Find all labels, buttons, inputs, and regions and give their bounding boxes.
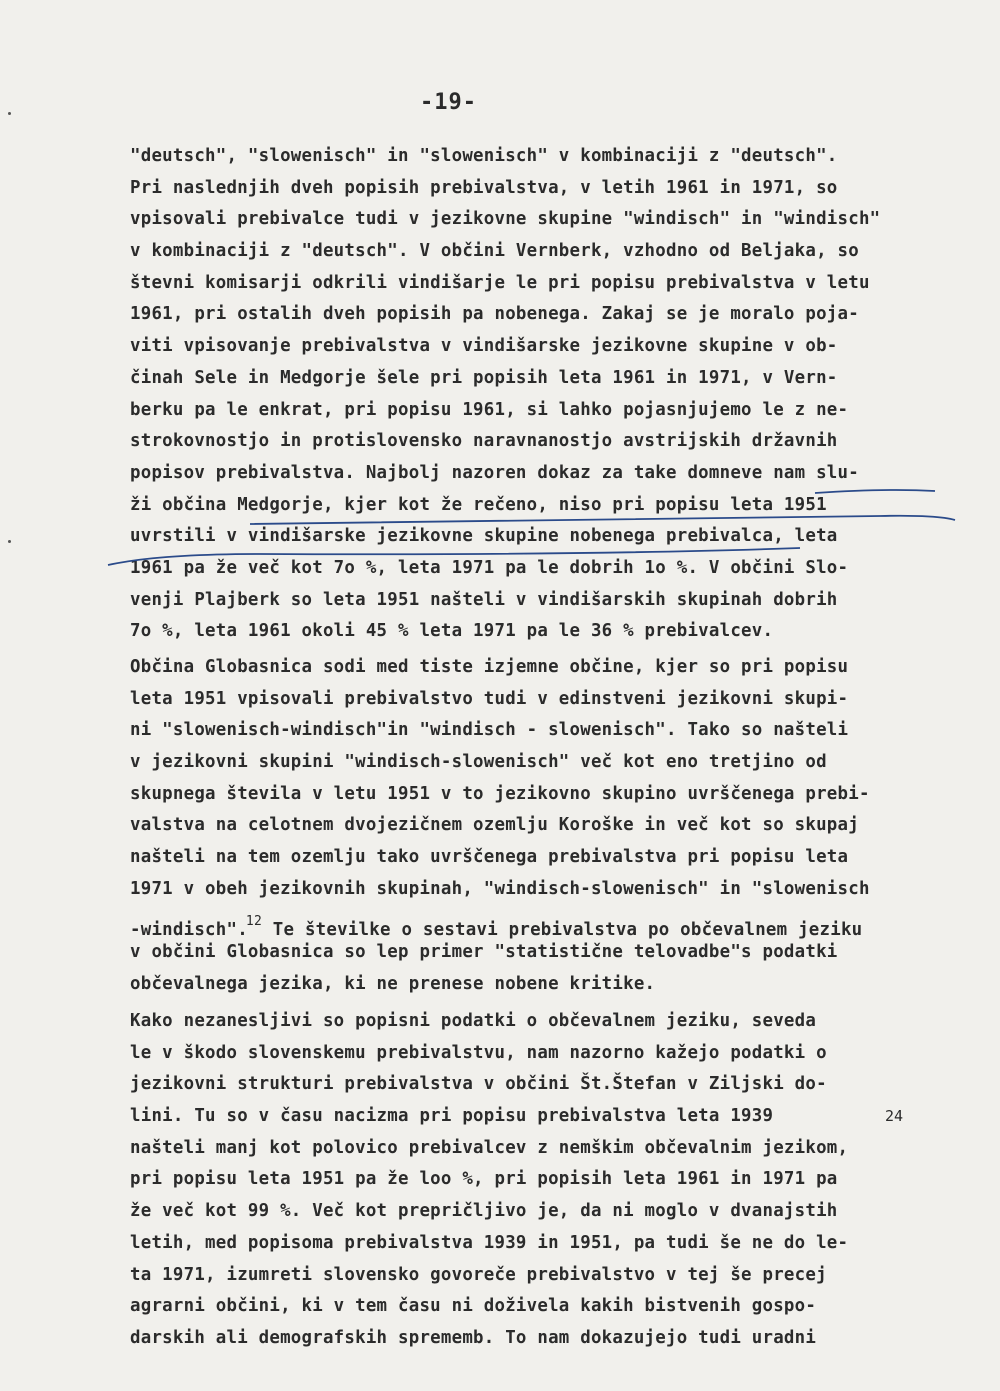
text-line: našteli manj kot polovico prebivalcev z nemškim občevalnim jezikom, <box>130 1137 849 1158</box>
text-segment: Te številke o sestavi prebivalstva po občevalnem jeziku <box>262 919 863 940</box>
text-line: 1961, pri ostalih dveh popisih pa nobenega. Zakaj se je moralo poja- <box>130 304 859 325</box>
text-line: darskih ali demografskih sprememb. To nam dokazujejo tudi uradni <box>130 1327 817 1348</box>
text-line: v kombinaciji z "deutsch". V občini Vernberk, vzhodno od Beljaka, so <box>130 241 859 262</box>
text-line: skupnega števila v letu 1951 v to jezikovno skupino uvrščenega prebi- <box>130 783 870 804</box>
text-line: berku pa le enkrat, pri popisu 1961, si lahko pojasnjujemo le z ne- <box>130 399 849 420</box>
text-line: 1971 v obeh jezikovnih skupinah, "windisch-slowenisch" in "slowenisch <box>130 878 870 899</box>
text-line: strokovnostjo in protislovensko naravnanostjo avstrijskih državnih <box>130 431 838 452</box>
page-number: -19- <box>420 90 477 115</box>
text-line: 7o %, leta 1961 okoli 45 % leta 1971 pa le 36 % prebivalcev. <box>130 621 774 642</box>
text-line: letih, med popisoma prebivalstva 1939 in 1951, pa tudi še ne do le- <box>130 1232 849 1253</box>
text-line: viti vpisovanje prebivalstva v vindišarske jezikovne skupine v ob- <box>130 336 838 357</box>
text-line: ta 1971, izumreti slovensko govoreče prebivalstvo v tej še precej <box>130 1264 827 1285</box>
text-line: 1961 pa že več kot 7o %, leta 1971 pa le dobrih 1o %. V občini Slo- <box>130 557 849 578</box>
text-line: v jezikovni skupini "windisch-slowenisch" več kot eno tretjino od <box>130 752 827 773</box>
text-segment: -windisch". <box>130 919 248 940</box>
text-line: že več kot 99 %. Več kot prepričljivo je, da ni moglo v dvanajstih <box>130 1201 838 1222</box>
text-line: ži občina Medgorje, kjer kot že rečeno, niso pri popisu leta 1951 <box>130 494 827 515</box>
text-line: občevalnega jezika, ki ne prenese nobene kritike. <box>130 973 656 994</box>
text-line: jezikovni strukturi prebivalstva v občini Št.Štefan v Ziljski do- <box>130 1074 827 1095</box>
text-line: lini. Tu so v času nacizma pri popisu prebivalstva leta 1939 <box>130 1106 774 1127</box>
scan-speck <box>8 112 11 115</box>
text-line: venji Plajberk so leta 1951 našteli v vindišarskih skupinah dobrih <box>130 589 838 610</box>
text-line: vpisovali prebivalce tudi v jezikovne skupine "windisch" in "windisch" <box>130 209 881 230</box>
text-line: agrarni občini, ki v tem času ni doživela kakih bistvenih gospo- <box>130 1296 817 1317</box>
text-line: ni "slowenisch-windisch"in "windisch - slowenisch". Tako so našteli <box>130 720 849 741</box>
text-line: Pri naslednjih dveh popisih prebivalstva, v letih 1961 in 1971, so <box>130 177 838 198</box>
text-line: leta 1951 vpisovali prebivalstvo tudi v edinstveni jezikovni skupi- <box>130 688 849 709</box>
text-line: Občina Globasnica sodi med tiste izjemne občine, kjer so pri popisu <box>130 657 849 677</box>
scan-speck <box>8 540 11 543</box>
paragraph-2 <box>130 652 990 1001</box>
text-line: "deutsch", "slowenisch" in "slowenisch" v kombinaciji z "deutsch". <box>130 146 838 166</box>
text-line: popisov prebivalstva. Najbolj nazoren dokaz za take domneve nam slu- <box>130 462 859 483</box>
text-line: v občini Globasnica so lep primer "statistične telovadbe"s podatki <box>130 942 838 963</box>
text-line: le v škodo slovenskemu prebivalstvu, nam nazorno kažejo podatki o <box>130 1042 827 1063</box>
paragraph-3 <box>130 1006 990 1355</box>
footnote-marker: 12 <box>245 913 263 929</box>
text-line-with-footnote <box>130 906 990 938</box>
paragraph-1 <box>130 141 990 648</box>
text-line: uvrstili v vindišarske jezikovne skupine nobenega prebivalca, leta <box>130 526 838 547</box>
text-line: števni komisarji odkrili vindišarje le pri popisu prebivalstva v letu <box>130 272 870 293</box>
footnote-marker: 24 <box>885 1107 904 1125</box>
text-line: Kako nezanesljivi so popisni podatki o občevalnem jeziku, seveda <box>130 1011 817 1031</box>
text-line: valstva na celotnem dvojezičnem ozemlju Koroške in več kot so skupaj <box>130 815 859 836</box>
text-line: našteli na tem ozemlju tako uvrščenega prebivalstva pri popisu leta <box>130 847 849 868</box>
text-line: činah Sele in Medgorje šele pri popisih leta 1961 in 1971, v Vern- <box>130 367 838 388</box>
text-line: pri popisu leta 1951 pa že loo %, pri popisih leta 1961 in 1971 pa <box>130 1169 838 1190</box>
